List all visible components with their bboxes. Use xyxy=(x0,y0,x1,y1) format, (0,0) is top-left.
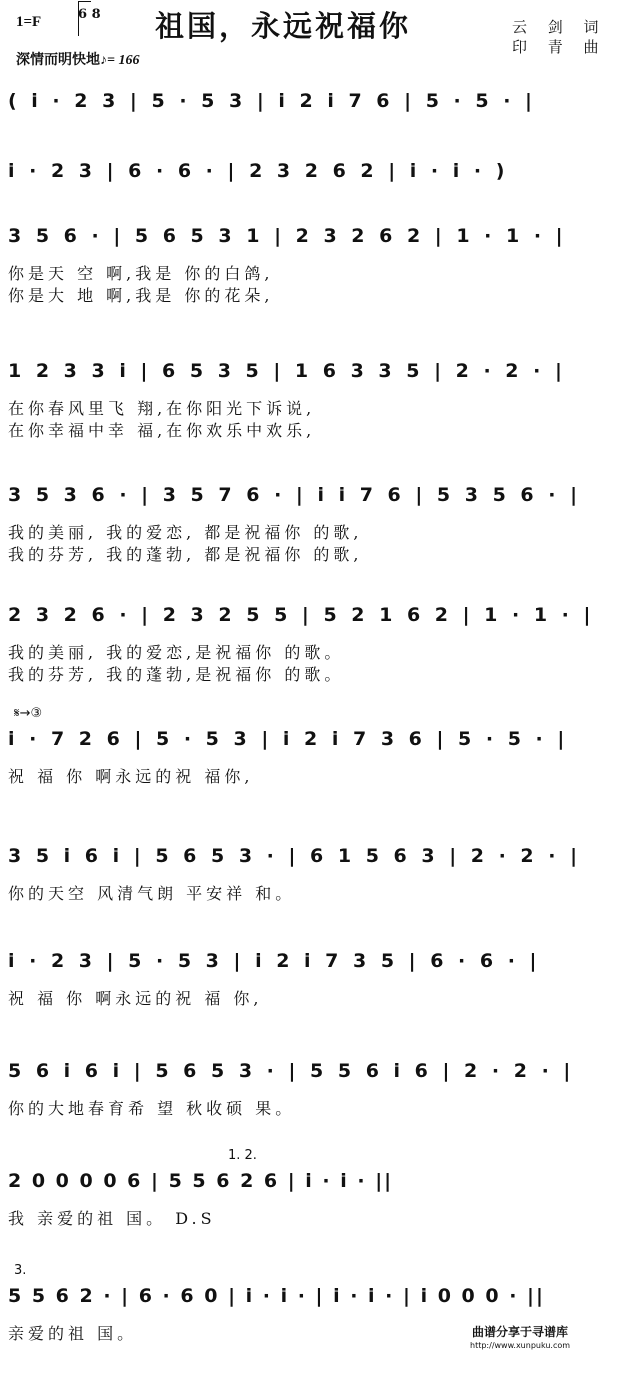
section-marker: 𝄋→③ xyxy=(14,706,43,721)
lyric-line: 我的芬芳, 我的蓬勃, 都是祝福你 的歌, xyxy=(8,545,363,564)
watermark-line1: 曲谱分享于寻谱库 xyxy=(472,1325,569,1339)
lyric-line: 我的芬芳, 我的蓬勃,是祝福你 的歌。 xyxy=(8,665,345,684)
notation-system xyxy=(0,950,618,1040)
lyricist: 云 剑 词 xyxy=(512,18,607,36)
notation-system xyxy=(0,706,618,818)
notation-line: 5 6 i 6 i | 5 6 5 3 · | 5 5 6 i 6 | 2 · 2 · | xyxy=(8,1060,575,1082)
notation-line: 2 3 2 6 · | 2 3 2 5 5 | 5 2 1 6 2 | 1 · 1 · | xyxy=(8,604,595,626)
lyric-line: 祝 福 你 啊永远的祝 福 你, xyxy=(8,989,263,1008)
section-marker: 3. xyxy=(14,1263,27,1278)
lyric-line: 你是大 地 啊,我是 你的花朵, xyxy=(8,286,274,305)
time-numerator: 6 xyxy=(78,7,88,22)
notation-system xyxy=(0,604,618,694)
lyric-line: 我的美丽, 我的爱恋, 都是祝福你 的歌, xyxy=(8,523,363,542)
notation-line: i · 2 3 | 5 · 5 3 | i 2 i 7 3 5 | 6 · 6 · | xyxy=(8,950,541,972)
lyric-line: 你的天空 风清气朗 平安祥 和。 xyxy=(8,884,296,903)
section-marker: 1. 2. xyxy=(228,1148,257,1163)
lyric-line: 你是天 空 啊,我是 你的白鸽, xyxy=(8,264,274,283)
tempo-value: ♪= 166 xyxy=(100,53,140,68)
notation-line: i · 7 2 6 | 5 · 5 3 | i 2 i 7 3 6 | 5 · 5 · | xyxy=(8,728,569,750)
song-title: 祖国，永远祝福你 xyxy=(155,9,412,43)
notation-line: 3 5 3 6 · | 3 5 7 6 · | i i 7 6 | 5 3 5 6 · | xyxy=(8,484,582,506)
time-denominator: 8 xyxy=(91,7,101,22)
notation-line: 3 5 i 6 i | 5 6 5 3 · | 6 1 5 6 3 | 2 · 2 · | xyxy=(8,845,582,867)
notation-line: 3 5 6 · | 5 6 5 3 1 | 2 3 2 6 2 | 1 · 1 · | xyxy=(8,225,567,247)
notation-line: i · 2 3 | 6 · 6 · | 2 3 2 6 2 | i · i · ) xyxy=(8,160,509,182)
notation-line: 5 5 6 2 · | 6 · 6 0 | i · i · | i · i · | i 0 0 0 · || xyxy=(8,1285,545,1307)
lyric-line: 我 亲爱的祖 国。 D.S xyxy=(8,1209,216,1228)
composer: 印 青 曲 xyxy=(512,38,607,56)
time-signature xyxy=(78,8,101,22)
notation-line: ( i · 2 3 | 5 · 5 3 | i 2 i 7 6 | 5 · 5 · | xyxy=(8,90,536,112)
lyric-line: 你的大地春育希 望 秋收硕 果。 xyxy=(8,1099,296,1118)
lyric-line: 祝 福 你 啊永远的祝 福你, xyxy=(8,767,254,786)
notation-system xyxy=(0,1060,618,1150)
notation-line: 2 0 0 0 0 6 | 5 5 6 2 6 | i · i · || xyxy=(8,1170,394,1192)
watermark xyxy=(470,1325,570,1353)
lyric-line: 在你春风里飞 翔,在你阳光下诉说, xyxy=(8,399,316,418)
notation-system xyxy=(0,484,618,574)
notation-system xyxy=(0,845,618,935)
lyric-line: 亲爱的祖 国。 xyxy=(8,1324,138,1343)
key-signature: 1=F xyxy=(16,14,42,30)
watermark-line2: http://www.xunpuku.com xyxy=(470,1341,571,1350)
notation-system xyxy=(0,225,618,315)
notation-system xyxy=(0,360,618,450)
tempo-marking xyxy=(16,49,139,69)
lyric-line: 在你幸福中幸 福,在你欢乐中欢乐, xyxy=(8,421,316,440)
lyric-line: 我的美丽, 我的爱恋,是祝福你 的歌。 xyxy=(8,643,345,662)
notation-system xyxy=(0,1148,618,1260)
notation-line: 1 2 3 3 i | 6 5 3 5 | 1 6 3 3 5 | 2 · 2 · | xyxy=(8,360,566,382)
tempo-text: 深情而明快地 xyxy=(16,52,100,68)
